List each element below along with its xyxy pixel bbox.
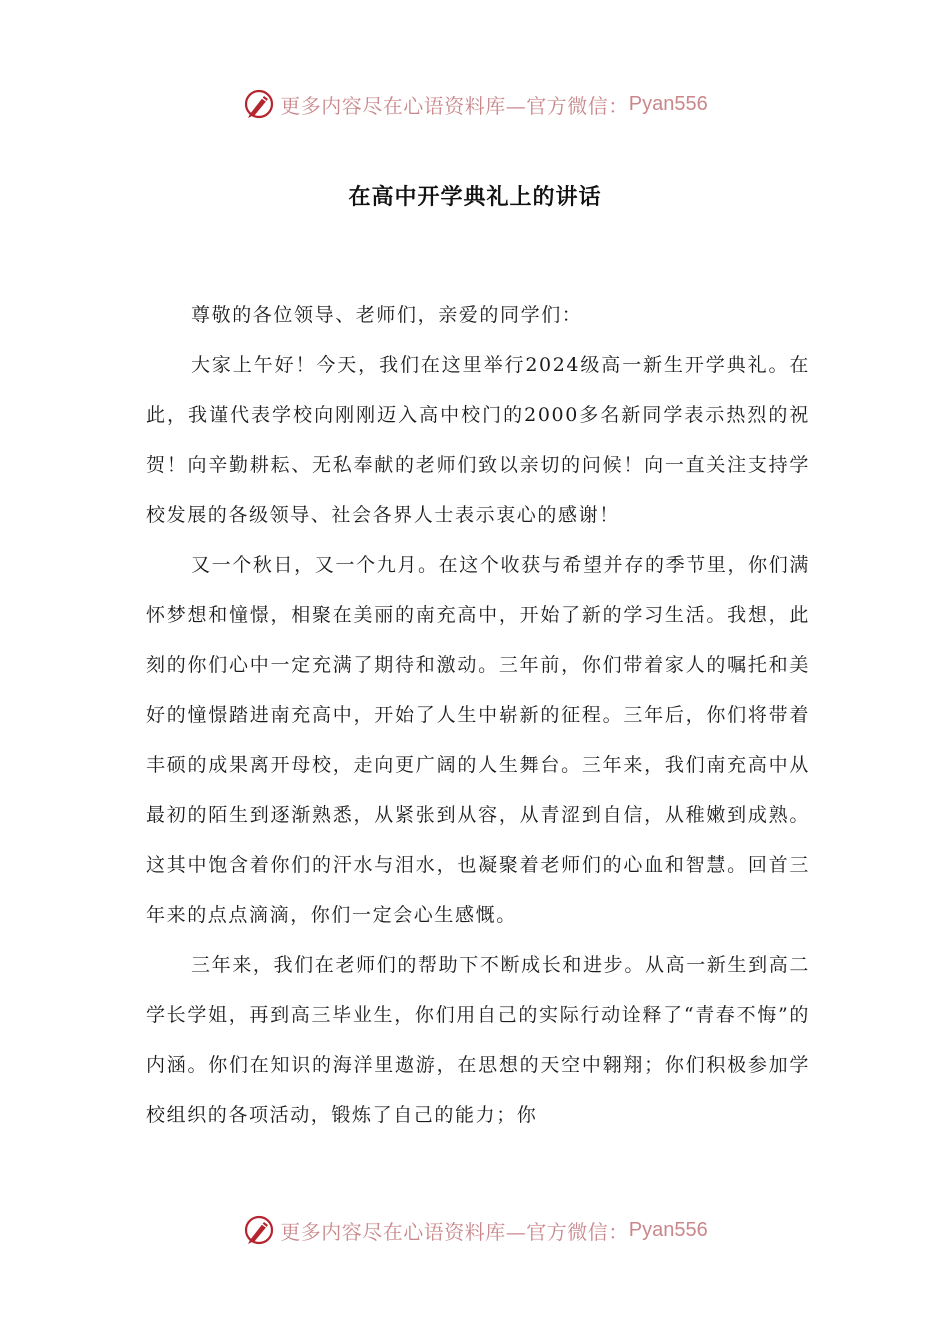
body-paragraph: 大家上午好！今天，我们在这里举行2024级高一新生开学典礼。在此，我谨代表学校向刚刚迈入高中校门的2000多名新同学表示热烈的祝贺！向辛勤耕耘、无私奉献的老师们致以亲切的问候！向一直关注支持学校发展的各级领导、社会各界人士表示衷心的感谢！ — [146, 354, 810, 526]
speech-body — [146, 290, 810, 1140]
pen-logo-icon — [242, 1213, 276, 1247]
body-paragraph: 三年来，我们在老师们的帮助下不断成长和进步。从高一新生到高二学长学姐，再到高三毕业生，你们用自己的实际行动诠释了“青春不悔”的内涵。你们在知识的海洋里遨游，在思想的天空中翱翔；你们积极参加学校组织的各项活动，锻炼了自己的能力；你 — [146, 954, 810, 1126]
watermark-wechat-id: Pyan556 — [628, 92, 708, 115]
document-title: 在高中开学典礼上的讲话 — [348, 185, 602, 210]
watermark-text: 更多内容尽在心语资料库—官方微信： — [280, 1219, 629, 1244]
salutation-paragraph: 尊敬的各位领导、老师们，亲爱的同学们： — [191, 304, 583, 326]
watermark-wechat-id: Pyan556 — [628, 1218, 708, 1241]
pen-logo-icon — [242, 87, 276, 121]
header-watermark-banner — [0, 84, 950, 124]
watermark-text: 更多内容尽在心语资料库—官方微信： — [280, 93, 629, 118]
footer-watermark-banner — [0, 1210, 950, 1250]
body-paragraph: 又一个秋日，又一个九月。在这个收获与希望并存的季节里，你们满怀梦想和憧憬，相聚在美丽的南充高中，开始了新的学习生活。我想，此刻的你们心中一定充满了期待和激动。三年前，你们带着家人的嘱托和美好的憧憬踏进南充高中，开始了人生中崭新的征程。三年后，你们将带着丰硕的成果离开母校，走向更广阔的人生舞台。三年来，我们南充高中从最初的陌生到逐渐熟悉，从紧张到从容，从青涩到自信，从稚嫩到成熟。这其中饱含着你们的汗水与泪水，也凝聚着老师们的心血和智慧。回首三年来的点点滴滴，你们一定会心生感慨。 — [146, 554, 810, 926]
